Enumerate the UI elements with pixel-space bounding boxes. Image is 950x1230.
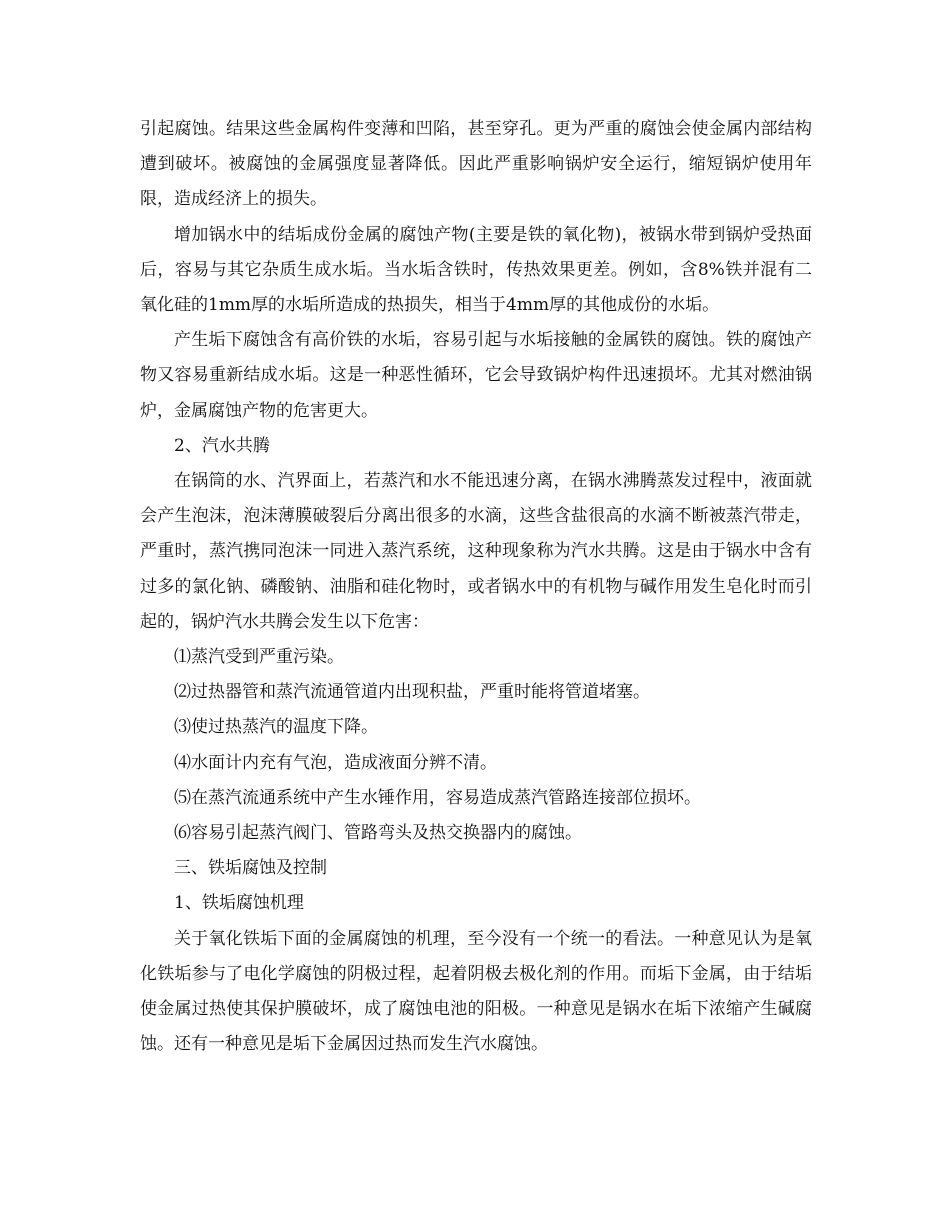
- paragraph-under-deposit-corrosion: 产生垢下腐蚀含有高价铁的水垢，容易引起与水垢接触的金属铁的腐蚀。铁的腐蚀产物又容易重新结成水垢。这是一种恶性循环，它会导致锅炉构件迅速损坏。尤其对燃油锅炉，金属腐蚀产物的危害更大。: [140, 330, 812, 421]
- paragraph-corrosion-consequences: 引起腐蚀。结果这些金属构件变薄和凹陷，甚至穿孔。更为严重的腐蚀会使金属内部结构遭到破坏。被腐蚀的金属强度显著降低。因此严重影响锅炉安全运行，缩短锅炉使用年限，造成经济上的损失。: [140, 119, 812, 210]
- document-body: [140, 112, 812, 1062]
- list-item-hazard-3: ⑶使过热蒸汽的温度下降。: [174, 717, 378, 738]
- section-heading-iron-scale-corrosion: 三、铁垢腐蚀及控制: [174, 858, 327, 879]
- list-item-hazard-6: ⑹容易引起蒸汽阀门、管路弯头及热交换器内的腐蚀。: [174, 823, 582, 844]
- subsection-heading-mechanism: 1、铁垢腐蚀机理: [174, 893, 304, 914]
- paragraph-iron-scale-deposits: 增加锅水中的结垢成份金属的腐蚀产物(主要是铁的氧化物)，被锅水带到锅炉受热面后，容易与其它杂质生成水垢。当水垢含铁时，传热效果更差。例如，含8%铁并混有二氧化硅的1mm厚的水垢所造成的热损失，相当于4mm厚的其他成份的水垢。: [140, 224, 812, 316]
- list-item-hazard-1: ⑴蒸汽受到严重污染。: [174, 647, 344, 668]
- section-heading-priming: 2、汽水共腾: [174, 435, 270, 456]
- list-item-hazard-4: ⑷水面计内充有气泡，造成液面分辨不清。: [174, 752, 497, 773]
- list-item-hazard-2: ⑵过热器管和蒸汽流通管道内出现积盐，严重时能将管道堵塞。: [174, 682, 650, 703]
- paragraph-priming-description: 在锅筒的水、汽界面上，若蒸汽和水不能迅速分离，在锅水沸腾蒸发过程中，液面就会产生泡沫，泡沫薄膜破裂后分离出很多的水滴，这些含盐很高的水滴不断被蒸汽带走，严重时，蒸汽携同泡沫一同进入蒸汽系统，这种现象称为汽水共腾。这是由于锅水中含有过多的氯化钠、磷酸钠、油脂和硅化物时，或者锅水中的有机物与碱作用发生皂化时而引起的，锅炉汽水共腾会发生以下危害：: [140, 471, 812, 632]
- paragraph-mechanism-description: 关于氧化铁垢下面的金属腐蚀的机理，至今没有一个统一的看法。一种意见认为是氧化铁垢参与了电化学腐蚀的阴极过程，起着阴极去极化剂的作用。而垢下金属，由于结垢使金属过热使其保护膜破坏，成了腐蚀电池的阳极。一种意见是锅水在垢下浓缩产生碱腐蚀。还有一种意见是垢下金属因过热而发生汽水腐蚀。: [140, 928, 812, 1055]
- list-item-hazard-5: ⑸在蒸汽流通系统中产生水锤作用，容易造成蒸汽管路连接部位损坏。: [174, 787, 701, 808]
